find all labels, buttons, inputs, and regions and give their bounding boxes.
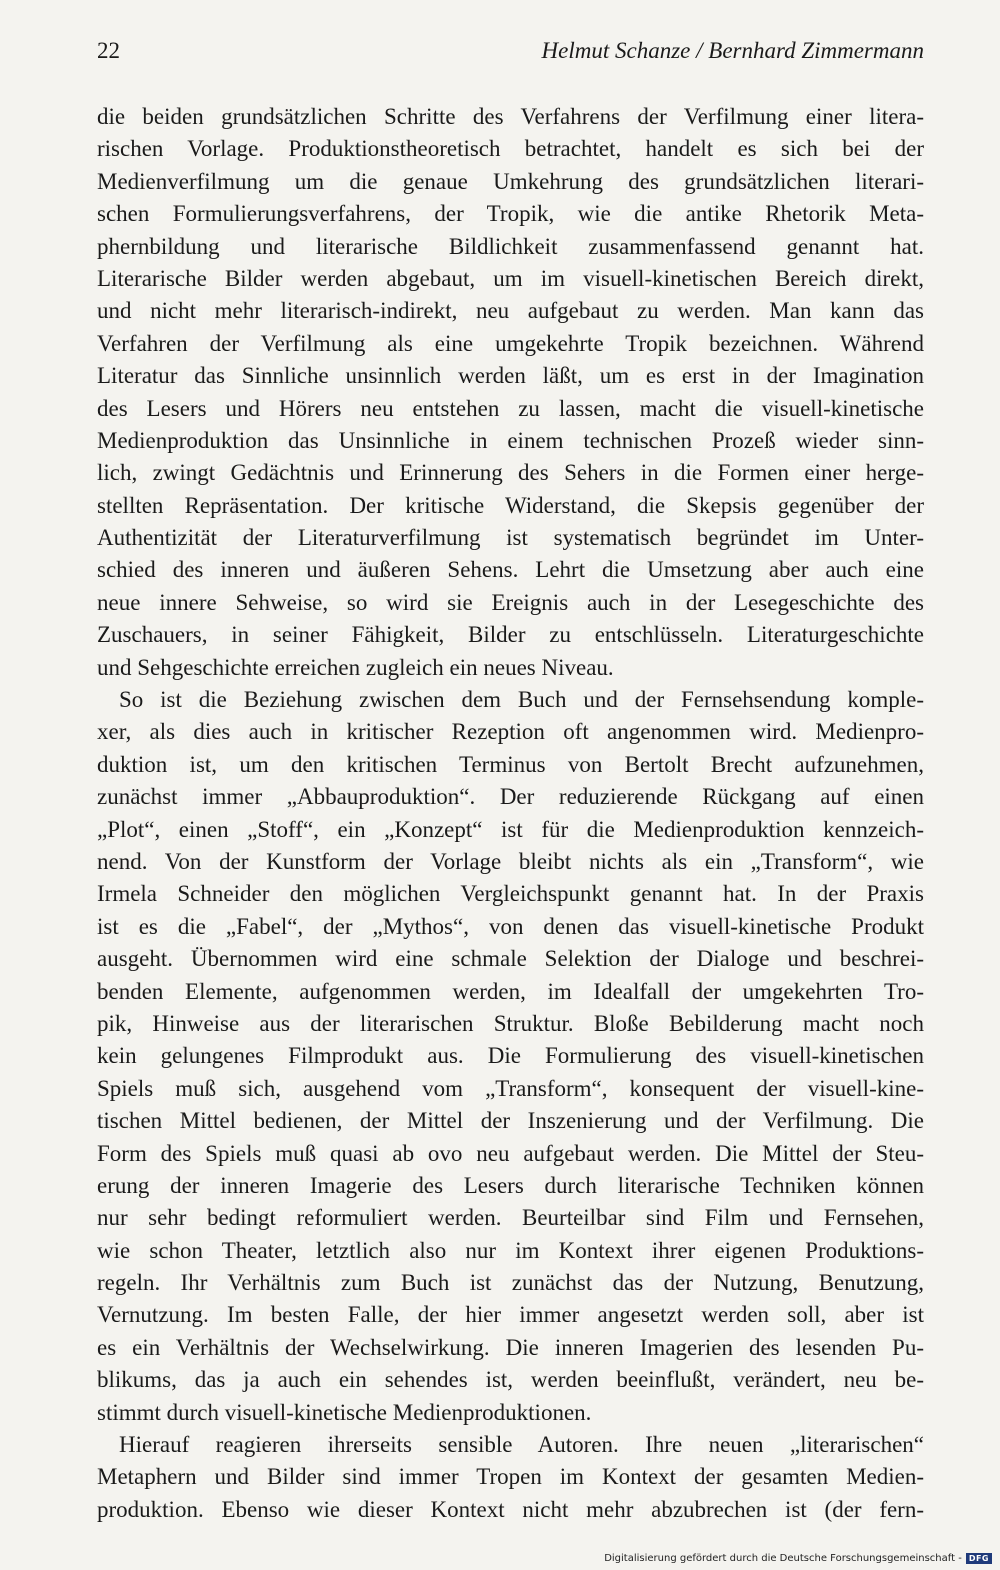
- text-line: kein gelungenes Filmprodukt aus. Die Formulierung des visuell-kinetischen: [97, 1043, 924, 1069]
- text-line: blikums, das ja auch ein sehendes ist, werden beeinflußt, verändert, neu be-: [97, 1367, 924, 1393]
- running-head: Helmut Schanze / Bernhard Zimmermann: [541, 38, 924, 63]
- text-line: zunächst immer „Abbauproduktion“. Der reduzierende Rückgang auf einen: [97, 784, 924, 810]
- text-line: Form des Spiels muß quasi ab ovo neu aufgebaut werden. Die Mittel der Steu-: [97, 1140, 924, 1166]
- text-line: tischen Mittel bedienen, der Mittel der Inszenierung und der Verfilmung. Die: [97, 1108, 924, 1134]
- text-line: Literatur das Sinnliche unsinnlich werden läßt, um es erst in der Imagination: [97, 363, 924, 389]
- digitization-footer: [604, 1553, 992, 1564]
- text-line: ist es die „Fabel“, der „Mythos“, von denen das visuell-kinetische Produkt: [97, 913, 924, 939]
- footer-text: Digitalisierung gefördert durch die Deutsche Forschungsgemeinschaft -: [604, 1553, 962, 1564]
- text-line: es ein Verhältnis der Wechselwirkung. Die inneren Imagerien des lesenden Pu-: [97, 1334, 924, 1360]
- text-line: rischen Vorlage. Produktionstheoretisch betrachtet, handelt es sich bei der: [97, 136, 924, 162]
- text-line: xer, als dies auch in kritischer Rezeption oft angenommen wird. Medienpro-: [97, 719, 924, 745]
- dfg-logo-icon: DFG: [966, 1553, 992, 1564]
- paragraph: [97, 684, 924, 1429]
- text-line: phernbildung und literarische Bildlichkeit zusammenfassend genannt hat.: [97, 233, 924, 259]
- text-line: erung der inneren Imagerie des Lesers durch literarische Techniken können: [97, 1172, 924, 1198]
- text-line: neue innere Sehweise, so wird sie Ereignis auch in der Lesegeschichte des: [97, 589, 924, 615]
- text-line: So ist die Beziehung zwischen dem Buch und der Fernsehsendung komple-: [119, 687, 924, 713]
- page-header: [97, 38, 924, 72]
- paragraph: [97, 101, 924, 684]
- text-line: die beiden grundsätzlichen Schritte des Verfahrens der Verfilmung einer litera-: [97, 104, 924, 129]
- text-line: stellten Repräsentation. Der kritische Widerstand, die Skepsis gegenüber der: [97, 492, 924, 518]
- text-line: Medienverfilmung um die genaue Umkehrung des grundsätzlichen literari-: [97, 168, 924, 194]
- text-line: des Lesers und Hörers neu entstehen zu lassen, macht die visuell-kinetische: [97, 395, 924, 421]
- text-line: Hierauf reagieren ihrerseits sensible Autoren. Ihre neuen „literarischen“: [119, 1432, 924, 1458]
- text-line: Literarische Bilder werden abgebaut, um im visuell-kinetischen Bereich direkt,: [97, 265, 924, 291]
- text-line: pik, Hinweise aus der literarischen Struktur. Bloße Bebilderung macht noch: [97, 1010, 924, 1036]
- text-line: Medienproduktion das Unsinnliche in einem technischen Prozeß wieder sinn-: [97, 427, 924, 453]
- text-line: lich, zwingt Gedächtnis und Erinnerung des Sehers in die Formen einer herge-: [97, 460, 924, 486]
- text-line: stimmt durch visuell-kinetische Medienproduktionen.: [97, 1399, 592, 1425]
- paragraph: [97, 1429, 924, 1526]
- body-text: [97, 101, 924, 1526]
- text-line: Authentizität der Literaturverfilmung ist systematisch begründet im Unter-: [97, 525, 924, 551]
- text-line: Spiels muß sich, ausgehend vom „Transform“, konsequent der visuell-kine-: [97, 1075, 924, 1101]
- text-line: nur sehr bedingt reformuliert werden. Beurteilbar sind Film und Fernsehen,: [97, 1205, 924, 1231]
- text-line: duktion ist, um den kritischen Terminus von Bertolt Brecht aufzunehmen,: [97, 751, 924, 777]
- text-line: Zuschauers, in seiner Fähigkeit, Bilder zu entschlüsseln. Literaturgeschichte: [97, 622, 924, 648]
- text-line: regeln. Ihr Verhältnis zum Buch ist zunächst das der Nutzung, Benutzung,: [97, 1270, 924, 1296]
- text-line: wie schon Theater, letztlich also nur im Kontext ihrer eigenen Produktions-: [97, 1237, 924, 1263]
- text-line: nend. Von der Kunstform der Vorlage bleibt nichts als ein „Transform“, wie: [97, 848, 924, 874]
- text-line: Metaphern und Bilder sind immer Tropen im Kontext der gesamten Medien-: [97, 1464, 924, 1490]
- text-line: produktion. Ebenso wie dieser Kontext nicht mehr abzubrechen ist (der fern-: [97, 1496, 924, 1522]
- text-line: Vernutzung. Im besten Falle, der hier immer angesetzt werden soll, aber ist: [97, 1302, 924, 1328]
- text-line: und Sehgeschichte erreichen zugleich ein neues Niveau.: [97, 654, 614, 680]
- text-line: benden Elemente, aufgenommen werden, im Idealfall der umgekehrten Tro-: [97, 978, 924, 1004]
- text-line: und nicht mehr literarisch-indirekt, neu aufgebaut zu werden. Man kann das: [97, 298, 924, 324]
- text-line: ausgeht. Übernommen wird eine schmale Selektion der Dialoge und beschrei-: [97, 946, 924, 972]
- text-line: schen Formulierungsverfahrens, der Tropik, wie die antike Rhetorik Meta-: [97, 201, 924, 227]
- text-line: Irmela Schneider den möglichen Vergleichspunkt genannt hat. In der Praxis: [97, 881, 924, 907]
- text-line: „Plot“, einen „Stoff“, ein „Konzept“ ist für die Medienproduktion kennzeich-: [97, 816, 924, 842]
- text-line: Verfahren der Verfilmung als eine umgekehrte Tropik bezeichnen. Während: [97, 330, 924, 356]
- page-number: 22: [97, 38, 120, 63]
- text-line: schied des inneren und äußeren Sehens. Lehrt die Umsetzung aber auch eine: [97, 557, 924, 583]
